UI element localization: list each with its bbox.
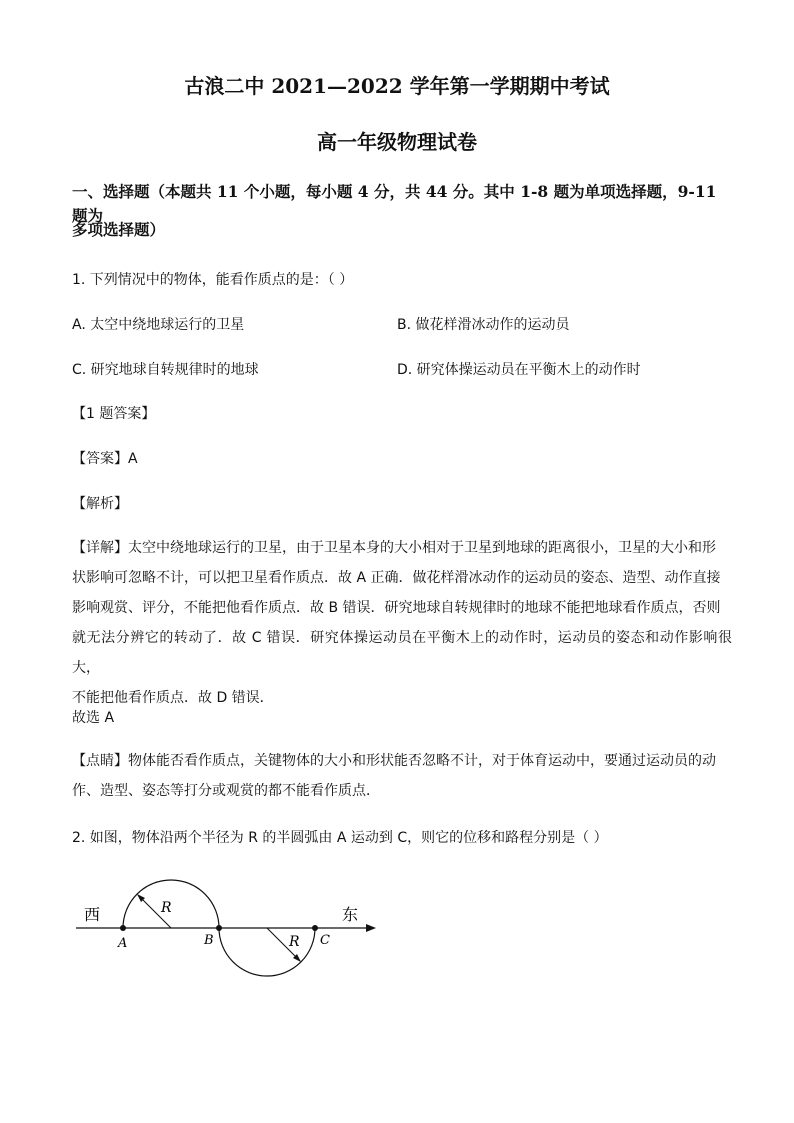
semicircle-path-figure <box>70 865 390 985</box>
radius-label-upper: R <box>161 900 172 916</box>
detail-line: 影响观赏、评分，不能把他看作质点．故 B 错误．研究地球自转规律时的地球不能把地球看作质点，否则 <box>72 600 721 616</box>
radius-label-lower: R <box>289 934 300 950</box>
section-heading-line2: 多项选择题） <box>72 220 166 239</box>
answer-header: 【1 题答案】 <box>72 406 156 422</box>
lower-semicircle <box>219 928 315 976</box>
comment-line: 【点睛】物体能否看作质点，关键物体的大小和形状能否忽略不计，对于体育运动中，要通过运动员的动 <box>72 753 716 769</box>
detail-line: 状影响可忽略不计，可以把卫星看作质点．故 A 正确．做花样滑冰动作的运动员的姿态、造型、动作直接 <box>72 570 721 586</box>
west-label: 西 <box>84 905 101 924</box>
answer-text: 【答案】A <box>72 451 138 467</box>
comment-line: 作、造型、姿态等打分或观赏的都不能看作质点． <box>72 783 380 799</box>
option-c: C. 研究地球自转规律时的地球 <box>72 362 259 378</box>
option-a: A. 太空中绕地球运行的卫星 <box>72 317 245 333</box>
choice-text: 故选 A <box>72 710 115 726</box>
detail-line: 就无法分辨它的转动了．故 C 错误．研究体操运动员在平衡木上的动作时，运动员的姿态和动作影响很大， <box>72 630 732 676</box>
point-c-dot <box>312 925 318 931</box>
axis-arrow-icon <box>366 924 376 932</box>
detail-line: 【详解】太空中绕地球运行的卫星，由于卫星本身的大小相对于卫星到地球的距离很小，卫星的大小和形 <box>72 540 716 556</box>
point-c-label: C <box>320 933 330 948</box>
detail-line: 不能把他看作质点．故 D 错误． <box>72 690 274 706</box>
question-2-stem: 2. 如图，物体沿两个半径为 R 的半圆弧由 A 运动到 C，则它的位移和路程分别是（ ） <box>72 830 608 846</box>
analysis-header: 【解析】 <box>72 496 128 512</box>
exam-title: 古浪二中 2021—2022 学年第一学期期中考试 <box>184 74 610 98</box>
point-b-dot <box>216 925 222 931</box>
detail-explanation <box>72 533 732 713</box>
point-b-label: B <box>204 933 214 948</box>
point-a-label: A <box>118 936 128 951</box>
point-a-dot <box>120 925 126 931</box>
comment-explanation <box>72 746 732 806</box>
option-b: B. 做花样滑冰动作的运动员 <box>397 317 570 333</box>
east-label: 东 <box>342 905 359 924</box>
option-d: D. 研究体操运动员在平衡木上的动作时 <box>397 362 641 378</box>
exam-subtitle: 高一年级物理试卷 <box>317 130 477 154</box>
question-1-stem: 1. 下列情况中的物体，能看作质点的是：（ ） <box>72 272 354 288</box>
section-heading-line1: 一、选择题（本题共 11 个小题，每小题 4 分，共 44 分。其中 1-8 题为单项选择题，9-11 题为 <box>72 182 717 225</box>
